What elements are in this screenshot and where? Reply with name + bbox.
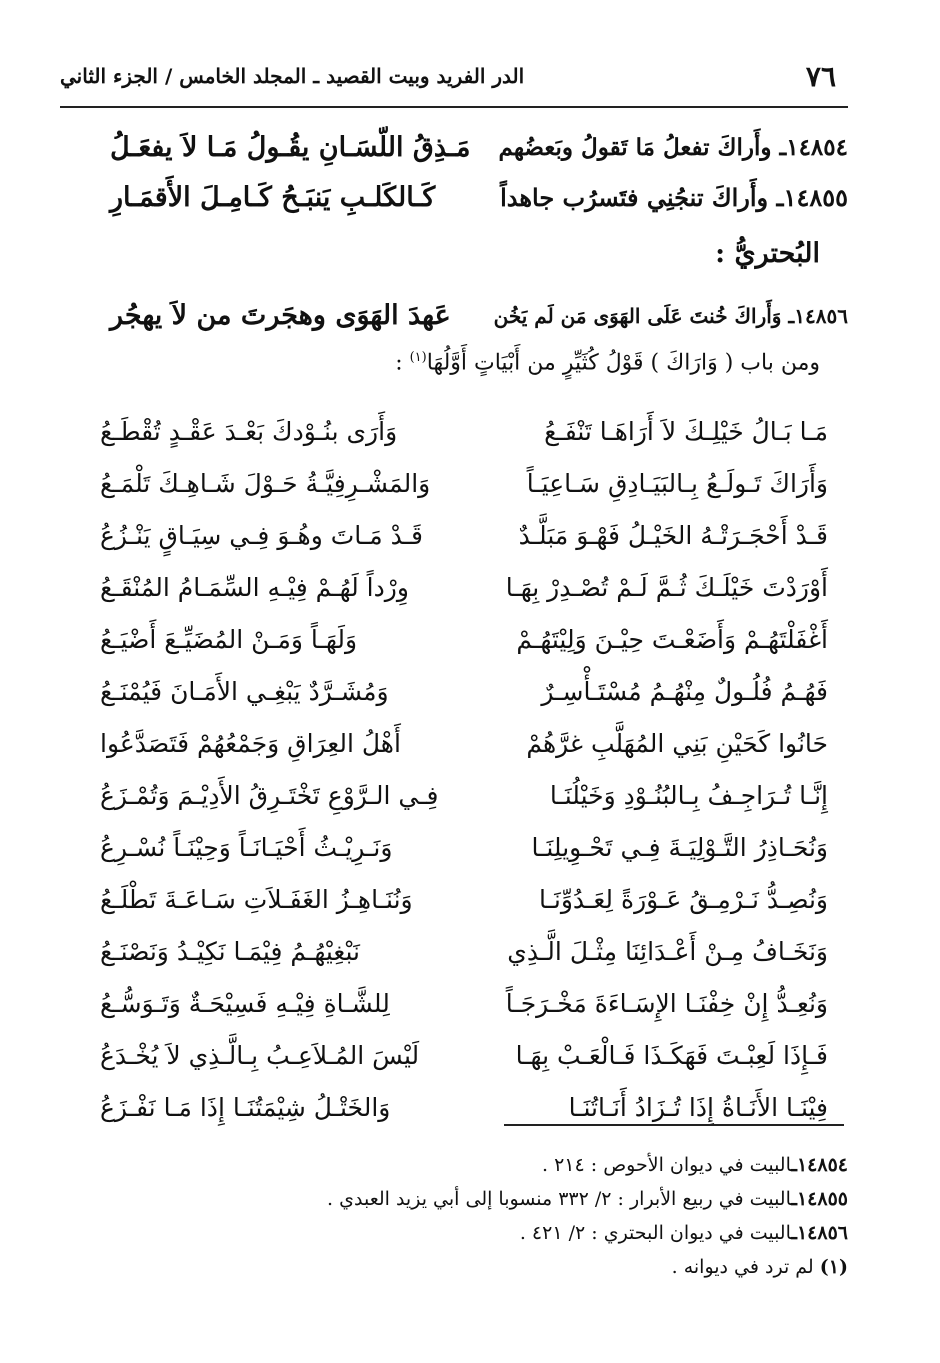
poem-second-hemistich: أَهْلُ العِرَاقِ وَجَمْعُهُمْ فَتَصَدَّعُوا	[100, 729, 401, 758]
verse-second-hemistich: كَـالكَلـبِ يَنبَـحُ كَـامِـلَ الأَقمَـارِ	[110, 182, 436, 213]
footnote	[88, 1182, 848, 1216]
intro-text: ومن باب ( وَارَاكَ ) قَوْلُ كُثَيِّرٍ من أَبْيَاتٍ أَوَّلُهَا	[426, 350, 820, 376]
footnote-text: البيت في ربيع الأبرار : ٢/ ٣٣٢ منسوبا إلى أبي يزيد العبدي .	[327, 1188, 792, 1210]
poem-verse	[100, 510, 828, 562]
footnote-number: ١٤٨٥٥ـ	[791, 1188, 848, 1210]
poem-verse	[100, 926, 828, 978]
header-divider	[60, 106, 848, 108]
poem-first-hemistich: أَوْرَدْتَ خَيْلَـكَ ثُـمَّ لَـمْ تُصْـدِرْ بِهَـا	[505, 573, 828, 602]
footnote-text: لم ترد في ديوانه .	[671, 1256, 814, 1278]
poem-first-hemistich: أَغْفَلْتَهُـمْ وَأَضَعْـتَ حِيْـنَ وَلِيْتَهُـمْ	[516, 625, 828, 654]
poem-verse	[100, 978, 828, 1030]
page-number: ٧٦	[805, 60, 836, 93]
footnote-number: (١)	[819, 1256, 848, 1278]
poem-verse	[100, 718, 828, 770]
verse-second-hemistich: عَهدَ الهَوَى وهجَرتَ من لاَ يهجُر	[110, 300, 451, 331]
poem-verse	[100, 666, 828, 718]
footnote-text: البيت في ديوان البحتري : ٢/ ٤٢١ .	[519, 1222, 792, 1244]
poem-second-hemistich: وَالمَشْـرِفِيَّـةُ حَـوْلَ شَـاهِـكَ تَلْمَـعُ	[100, 469, 431, 498]
poem-first-hemistich: فِيْنَـا الأَنَـاةُ إِذَا تُـزَادُ أَنَـاتُنَـا	[568, 1093, 828, 1122]
poem-verse	[100, 562, 828, 614]
poem-second-hemistich: وَلَهَـاً وَمَـنْ المُضَيِّـعَ أَضْيَـعُ	[100, 625, 358, 654]
poem-verse	[100, 1030, 828, 1082]
poem-verse	[100, 770, 828, 822]
footnote-divider	[504, 1124, 844, 1126]
poem-verse	[100, 874, 828, 926]
poem-second-hemistich: وَنُنَـاهِـزُ الغَفَـلاَتِ سَـاعَـةَ تَطْلَـعُ	[100, 885, 413, 914]
footnote	[88, 1148, 848, 1182]
poem-second-hemistich: وِرْداً لَهُـمْ فِيْـهِ السِّمَـامُ المُنْقَـعُ	[100, 573, 409, 602]
poem-introduction	[395, 350, 820, 375]
footnote	[88, 1250, 848, 1284]
footnote-number: ١٤٨٥٦ـ	[791, 1222, 848, 1244]
poem-second-hemistich: وَأَرَى بنُـوْدكَ بَعْـدَ عَقْـدٍ تُقْطَـعُ	[100, 417, 398, 446]
poem-verse	[100, 614, 828, 666]
poem-verse	[100, 458, 828, 510]
footnote-marker: (١)	[409, 350, 427, 365]
page-header	[60, 60, 846, 100]
verse-14855	[100, 172, 848, 224]
poem-first-hemistich: فَهُـمُ فُلُـولٌ مِنْهُـمُ مُسْتَـأْسِـرٌ	[541, 677, 828, 706]
poem-second-hemistich: لَيْسَ المُـلاَعِـبُ بِـالَّـذِي لاَ يُخْـدَعُ	[100, 1041, 420, 1070]
verse-first-hemistich: ١٤٨٥٤ـ وأَراكَ تفعلُ مَا تَقولُ وبَعضُهم	[498, 134, 848, 161]
poem-verse	[100, 406, 828, 458]
poem-first-hemistich: وَنُعِـدُّ إِنْ خِفْنَـا الإِسَـاءَةَ مَخْـرَجَـاً	[505, 989, 828, 1018]
poem-second-hemistich: وَنَـرِيْـثُ أَحْيَـانَـاً وَحِيْنَـاً نُسْـرِعُ	[100, 833, 393, 862]
poem-second-hemistich: لِلشَّـاةِ فِيْـهِ فَسِيْحَـةٌ وَتَـوَسُّـعُ	[100, 989, 390, 1018]
poem-second-hemistich: فِـي الـرَّوْعِ تَخْتَـرِقُ الأَدِيْـمَ وَتُمْـزَعُ	[100, 781, 439, 810]
poet-name: البُحتريُّ :	[715, 238, 820, 269]
poem-verse	[100, 1082, 828, 1134]
running-title: الدر الفريد وبيت القصيد ـ المجلد الخامس / الجزء الثاني	[60, 64, 525, 88]
poem-verse	[100, 822, 828, 874]
poem-first-hemistich: وَنَخَـافُ مِـنْ أَعْـدَائِنَا مِثْـلَ الَّـذِي	[507, 937, 828, 966]
verse-first-hemistich: ١٤٨٥٦ـ وَأَراكَ خُنتَ عَلَى الهَوَى مَن لَم يَخُن	[493, 304, 848, 328]
verse-second-hemistich: مَـذِقُ اللّسَـانِ يقُـولُ مَـا لاَ يفعَـلُ	[110, 132, 471, 163]
poem-first-hemistich: قَـدْ أَحْجَـرَتْـهُ الخَيْـلُ فَهْـوَ مَبَلَّـدٌ	[518, 521, 828, 550]
poem-first-hemistich: مَـا بَـالُ خَيْلِـكَ لاَ أَرَاهَـا تَنْفَـعُ	[544, 417, 828, 446]
poem-first-hemistich: وَنُصِـدُّ نَـرْمِـقُ عَـوْرَةً لِعَـدُوِّنَـا	[538, 885, 828, 914]
poem-second-hemistich: وَمُشَـرَّدٌ يَبْغِـي الأَمَـانَ فَيُمْنَـعُ	[100, 677, 389, 706]
verse-14856	[100, 290, 848, 342]
poem-second-hemistich: وَالخَتْـلُ شِيْمَتُنَـا إِذَا مَـا نَفْـزَعُ	[100, 1093, 391, 1122]
poem-first-hemistich: إِنَّـا تُـرَاجِـفُ بِـالبُنُـوْدِ وَخَيْلُنَـا	[549, 781, 828, 810]
poem-first-hemistich: وَنُحَـاذِرُ التَّـوْلِيَـةَ فِـي تَحْـوِيلِنَـا	[531, 833, 828, 862]
poem-second-hemistich: نَبْغِيْهُـمُ فِيْمَـا نَكِيْـدُ وَنَصْنَـعُ	[100, 937, 360, 966]
verse-first-hemistich: ١٤٨٥٥ـ وأَراكَ تنجُنِي فتَسرُب جاهداً	[500, 183, 848, 212]
poem-first-hemistich: فَـإِذَا لَعِبْـتَ فَهَكَـذَا فَـالْعَـبْ بِهَـا	[515, 1041, 828, 1070]
poem-first-hemistich: حَانُوا كَحَيْنِ بَنِي المُهَلَّبِ غرَّهُمْ	[526, 729, 828, 758]
intro-colon: :	[395, 350, 410, 376]
verse-14854	[100, 122, 848, 174]
footnote	[88, 1216, 848, 1250]
poem-first-hemistich: وَأَرَاكَ تَـولَـعُ بِـالبَيَـادِقِ سَـاعِيَـاً	[526, 469, 828, 498]
poem-second-hemistich: قَـدْ مَـاتَ وهُـوَ فِـي سِيَـاقٍ يَنْـزُعُ	[100, 521, 423, 550]
footnote-number: ١٤٨٥٤ـ	[791, 1154, 848, 1176]
footnotes	[88, 1148, 848, 1284]
footnote-text: البيت في ديوان الأحوص : ٢١٤ .	[542, 1154, 792, 1176]
